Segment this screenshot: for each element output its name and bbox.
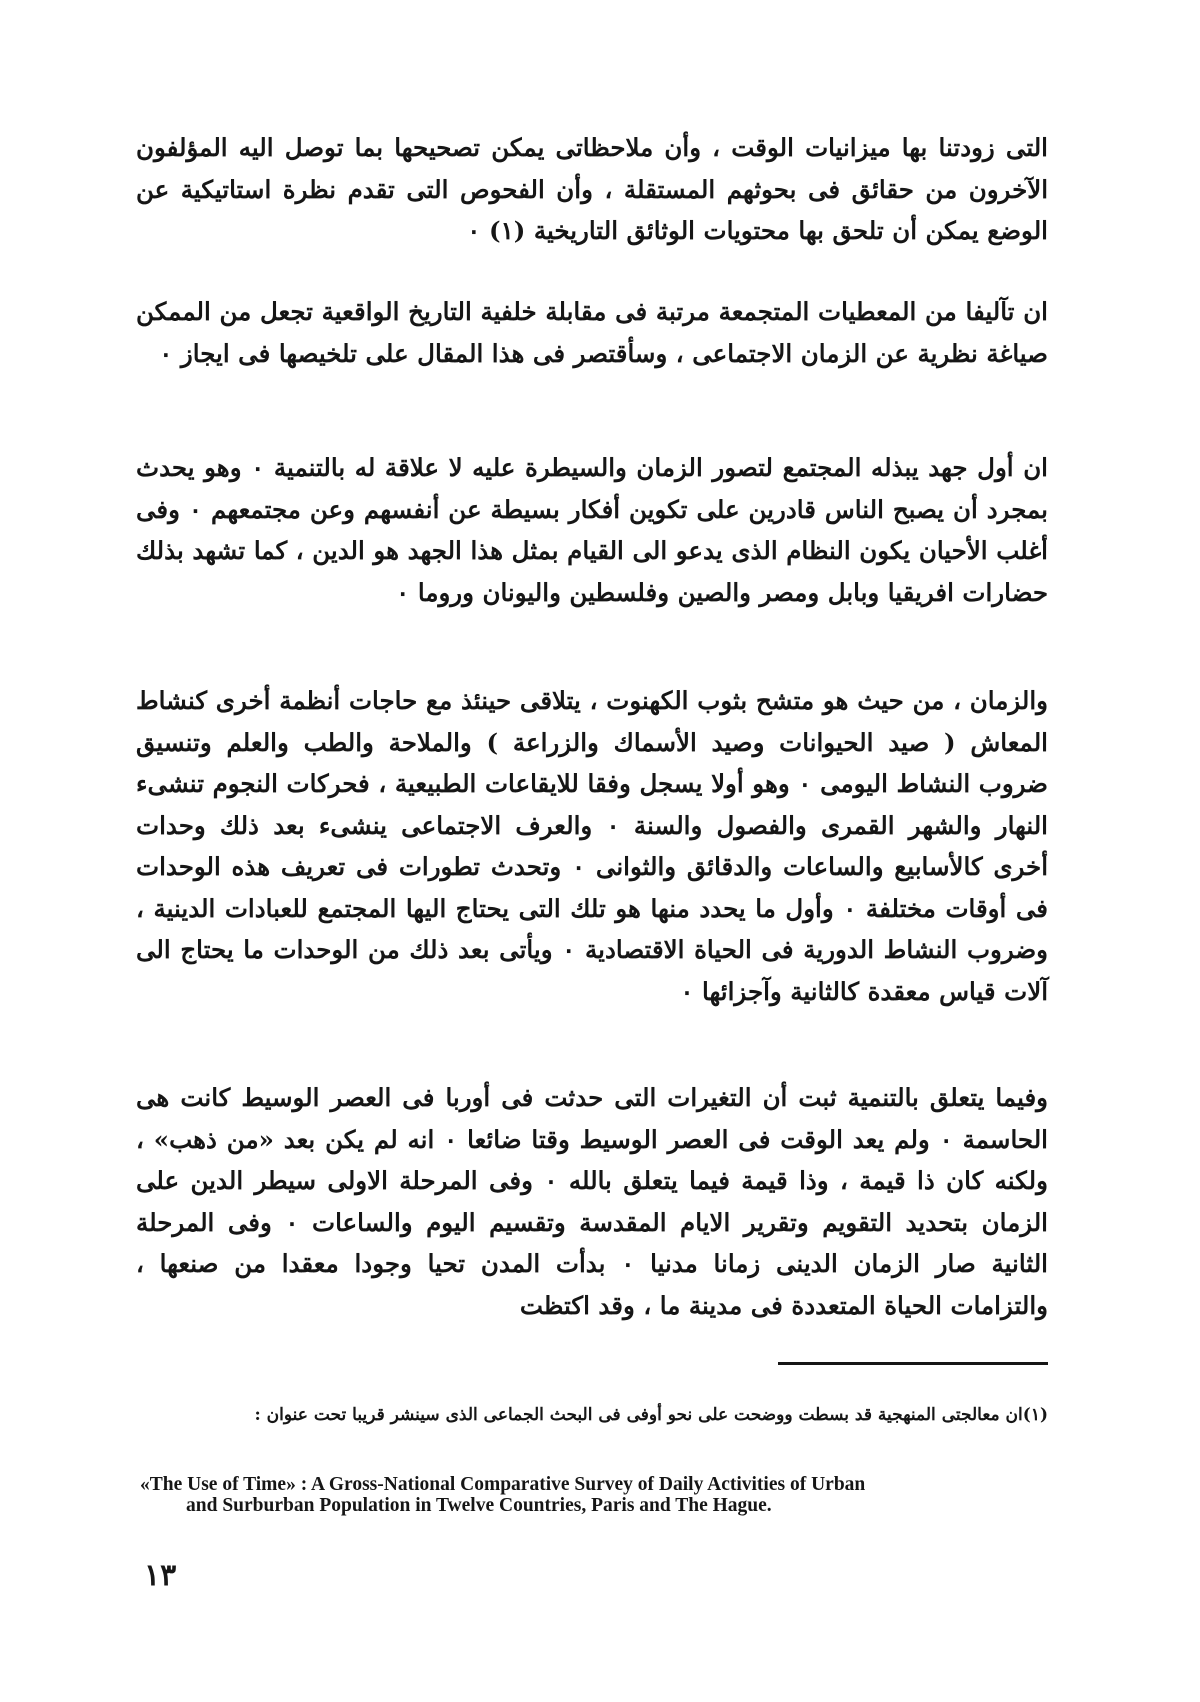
paragraph-text: ان أول جهد يبذله المجتمع لتصور الزمان والسيطرة عليه لا علاقة له بالتنمية ٠ وهو يحدث بمجرد أن يصبح الناس قادرين على تكوين أفكار بسيطة عن أنفسهم وعن مجتمعهم ٠ وفى أغلب الأحيان يكون النظام الذى يدعو الى القيام بمثل هذا الجهد هو الدين ، كما تشهد بذلك حضارات افريقيا وبابل ومصر والصين وفلسطين واليونان وروما ٠: [136, 453, 1048, 607]
paragraph-2: [136, 291, 1048, 374]
footnote-english-line-1: «The Use of Time» : A Gross-National Comparative Survey of Daily Activities of Urban: [140, 1474, 866, 1495]
paragraph-text: التى زودتنا بها ميزانيات الوقت ، وأن ملاحظاتى يمكن تصحيحها بما توصل اليه المؤلفون الآخرون من حقائق فى بحوثهم المستقلة ، وأن الفحوص التى تقدم نظرة استاتيكية عن الوضع يمكن أن تلحق بها محتويات الوثائق التاريخية (١) ٠: [136, 133, 1048, 245]
paragraph-4: [136, 680, 1048, 1012]
paragraph-text: ان تآليفا من المعطيات المتجمعة مرتبة فى مقابلة خلفية التاريخ الواقعية تجعل من الممكن صياغة نظرية عن الزمان الاجتماعى ، وسأقتصر فى هذا المقال على تلخيصها فى ايجاز ٠: [136, 297, 1048, 368]
footnote-divider: [778, 1362, 1048, 1365]
paragraph-1: [136, 127, 1048, 252]
paragraph-text: وفيما يتعلق بالتنمية ثبت أن التغيرات التى حدثت فى أوربا فى العصر الوسيط كانت هى الحاسمة ٠ ولم يعد الوقت فى العصر الوسيط وقتا ضائعا ٠ انه لم يكن بعد «من ذهب» ، ولكنه كان ذا قيمة ، وذا قيمة فيما يتعلق بالله ٠ وفى المرحلة الاولى سيطر الدين على الزمان بتحديد التقويم وتقرير الايام المقدسة وتقسيم اليوم والساعات ٠ وفى المرحلة الثانية صار الزمان الدينى زمانا مدنيا ٠ بدأت المدن تحيا وجودا معقدا من صنعها ، والتزامات الحياة المتعددة فى مدينة ما ، وقد اكتظت: [136, 1083, 1048, 1320]
footnote-arabic: [140, 1394, 1048, 1436]
paragraph-5: [136, 1077, 1048, 1326]
footnote-english: [140, 1474, 1050, 1516]
paragraph-text: والزمان ، من حيث هو متشح بثوب الكهنوت ، يتلاقى حينئذ مع حاجات أنظمة أخرى كنشاط المعاش ( صيد الحيوانات وصيد الأسماك والزراعة ) والملاحة والطب والعلم وتنسيق ضروب النشاط اليومى ٠ وهو أولا يسجل وفقا للايقاعات الطبيعية ، فحركات النجوم تنشىء النهار والشهر القمرى والفصول والسنة ٠ والعرف الاجتماعى ينشىء بعد ذلك وحدات أخرى كالأسابيع والساعات والدقائق والثوانى ٠ وتحدث تطورات فى تعريف هذه الوحدات فى أوقات مختلفة ٠ وأول ما يحدد منها هو تلك التى يحتاج اليها المجتمع للعبادات الدينية ، وضروب النشاط الدورية فى الحياة الاقتصادية ٠ ويأتى بعد ذلك من الوحدات ما يحتاج الى آلات قياس معقدة كالثانية وآجزائها ٠: [136, 686, 1048, 1006]
footnote-arabic-text: (١)ان معالجتى المنهجية قد بسطت ووضحت على نحو أوفى فى البحث الجماعى الذى سينشر قريبا تحت عنوان :: [254, 1405, 1048, 1425]
paragraph-3: [136, 447, 1048, 613]
page-number: ١٣: [144, 1558, 177, 1593]
footnote-english-line-2: and Surburban Population in Twelve Countries, Paris and The Hague.: [186, 1495, 772, 1516]
